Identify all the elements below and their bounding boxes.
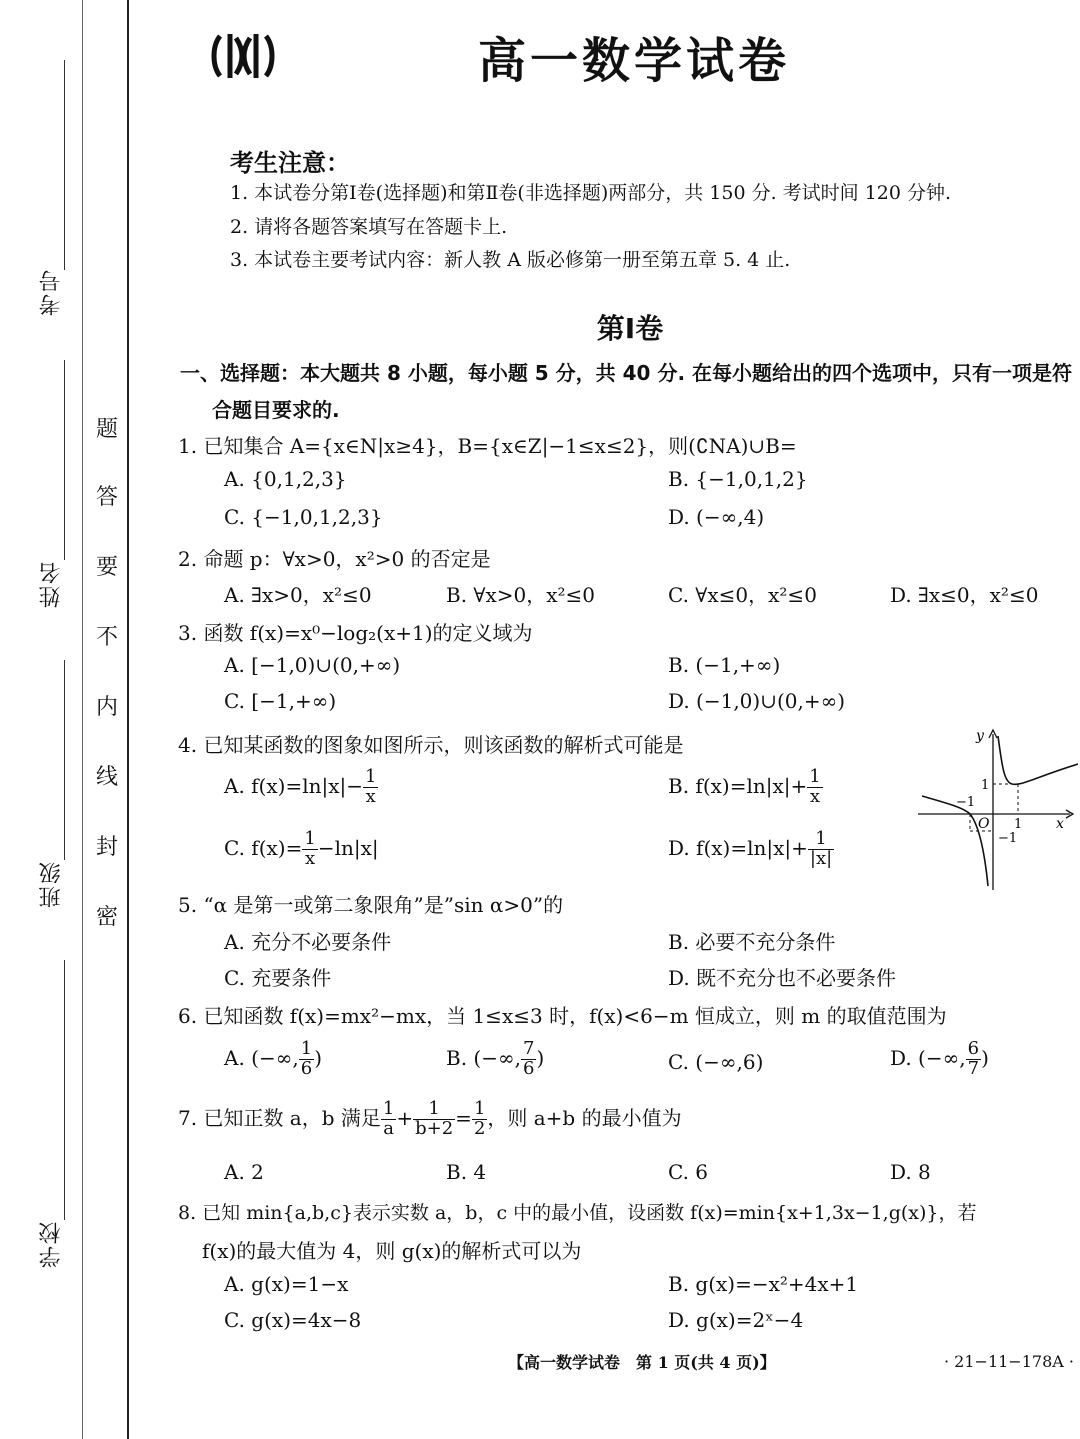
numerator: 7	[523, 1038, 535, 1059]
option-text: )	[536, 1045, 545, 1070]
tick-x-1: 1	[1014, 817, 1023, 832]
question-stem: 8. 已知 min{a,b,c}表示实数 a，b，c 中的最小值，设函数 f(x)=min{x+1,3x−1,g(x)}，若	[178, 1202, 977, 1224]
option-b	[668, 768, 823, 807]
fraction	[363, 768, 378, 807]
option-text: C. f(x)=	[224, 835, 303, 860]
numerator: 1	[809, 766, 821, 787]
numerator: 1	[413, 1100, 455, 1120]
option-c: C. 6	[668, 1160, 709, 1184]
numerator: 1	[382, 1098, 395, 1119]
operator: +	[396, 1105, 414, 1130]
school-blank	[64, 960, 65, 1220]
option-d: D. g(x)=2ˣ−4	[668, 1308, 804, 1332]
option-d	[890, 1040, 989, 1079]
option-b: B. ∀x>0，x²≤0	[446, 583, 596, 607]
section-instructions: 一、选择题：本大题共 8 小题，每小题 5 分，共 40 分. 在每小题给出的四个选项中，只有一项是符	[180, 361, 1073, 385]
question-stem: 2. 命题 p：∀x>0，x²>0 的否定是	[178, 547, 491, 571]
option-a: A. 2	[224, 1160, 264, 1184]
margin-thin-line	[82, 0, 83, 1439]
option-b: B. (−1,+∞)	[668, 653, 781, 677]
option-a	[224, 768, 378, 807]
denominator: b+2	[415, 1117, 454, 1139]
option-c: C. 充要条件	[224, 966, 332, 990]
option-b: B. 必要不充分条件	[668, 930, 836, 954]
question-stem-continued: f(x)的最大值为 4，则 g(x)的解析式可以为	[202, 1239, 582, 1263]
option-text: A. f(x)=ln|x|−	[224, 773, 363, 798]
tick-y-neg1: −1	[998, 831, 1018, 846]
option-c: C. g(x)=4x−8	[224, 1308, 362, 1332]
class-blank	[64, 660, 65, 860]
numerator: 1	[304, 828, 316, 849]
fraction	[299, 1040, 314, 1079]
seal-char: 要	[96, 555, 119, 580]
numerator: 1	[365, 766, 377, 787]
fraction	[807, 768, 822, 807]
name-label: 姓名	[39, 560, 64, 608]
option-a: A. [−1,0)∪(0,+∞)	[224, 653, 401, 677]
numerator: 1	[473, 1098, 486, 1119]
fraction	[381, 1100, 396, 1139]
fraction	[521, 1040, 536, 1079]
option-c	[668, 1050, 763, 1074]
option-a: A. {0,1,2,3}	[224, 467, 347, 491]
option-d	[668, 830, 834, 869]
option-b: B. 4	[446, 1160, 487, 1184]
option-text: )	[981, 1045, 989, 1070]
denominator: x	[365, 785, 376, 807]
option-b: B. g(x)=−x²+4x+1	[668, 1272, 859, 1296]
option-c: C. [−1,+∞)	[224, 689, 337, 713]
tick-x-neg1: −1	[956, 795, 976, 810]
question-stem	[178, 1100, 682, 1139]
option-text: B. (−∞,	[446, 1045, 521, 1070]
option-text: D. f(x)=ln|x|+	[668, 835, 808, 860]
notice-heading: 考生注意：	[230, 149, 350, 177]
option-d: D. 8	[890, 1160, 931, 1184]
fraction	[808, 830, 834, 869]
denominator: |x|	[809, 847, 833, 869]
numerator: 1	[300, 1038, 313, 1059]
question-stem: 4. 已知某函数的图象如图所示，则该函数的解析式可能是	[178, 733, 684, 757]
school-label: 学校	[39, 1220, 64, 1268]
notice-item: 1. 本试卷分第Ⅰ卷(选择题)和第Ⅱ卷(非选择题)两部分，共 150 分. 考试时间 120 分钟.	[230, 182, 952, 204]
origin-label: O	[978, 816, 990, 832]
left-branch-curve	[922, 796, 988, 886]
notice-item: 3. 本试卷主要考试内容：新人教 A 版必修第一册至第五章 5. 4 止.	[230, 249, 791, 271]
x-label: x	[1056, 816, 1064, 832]
option-d: D. ∃x≤0，x²≤0	[890, 583, 1039, 607]
option-text: B. f(x)=ln|x|+	[668, 773, 808, 798]
option-c: C. ∀x≤0，x²≤0	[668, 583, 817, 607]
option-a	[224, 1040, 322, 1079]
y-label: y	[976, 728, 984, 744]
fraction	[302, 830, 317, 869]
seal-char: 密	[96, 905, 119, 930]
tick-y-1: 1	[981, 778, 990, 793]
seal-char: 题	[96, 417, 119, 442]
numerator: 6	[967, 1038, 980, 1059]
section-instructions: 合题目要求的.	[212, 398, 340, 422]
option-b: B. {−1,0,1,2}	[668, 467, 808, 491]
option-text: A. (−∞,	[224, 1045, 299, 1070]
fraction	[472, 1100, 487, 1139]
denominator: 6	[523, 1057, 535, 1079]
seal-char: 内	[96, 695, 119, 720]
option-c: C. {−1,0,1,2,3}	[224, 505, 383, 529]
question-stem: 3. 函数 f(x)=x⁰−log₂(x+1)的定义域为	[178, 621, 533, 645]
option-d: D. 既不充分也不必要条件	[668, 966, 897, 990]
seal-char: 封	[96, 835, 119, 860]
option-a: A. g(x)=1−x	[224, 1272, 349, 1296]
option-a: A. ∃x>0，x²≤0	[224, 583, 372, 607]
volume-title: 第Ⅰ卷	[596, 312, 664, 345]
question-stem: 5. “α 是第一或第二象限角”是”sin α>0”的	[178, 893, 564, 917]
notice-item: 2. 请将各题答案填写在答题卡上.	[230, 216, 508, 238]
operator: =	[455, 1105, 472, 1130]
question-stem: 1. 已知集合 A={x∈N|x≥4}，B={x∈Z|−1≤x≤2}，则(∁NA)∪B=	[178, 434, 797, 458]
question-stem: 6. 已知函数 f(x)=mx²−mx，当 1≤x≤3 时，f(x)<6−m 恒成立，则 m 的取值范围为	[178, 1004, 947, 1028]
seal-char: 不	[96, 625, 119, 650]
page-footer: 【高一数学试卷 第 1 页(共 4 页)】	[508, 1353, 776, 1372]
denominator: 2	[473, 1117, 486, 1139]
denominator: x	[809, 785, 821, 807]
fraction	[966, 1040, 981, 1079]
margin-border-line	[127, 0, 129, 1439]
paper-code: · 21−11−178A ·	[944, 1352, 1074, 1371]
denominator: x	[305, 847, 316, 869]
name-blank	[64, 360, 65, 560]
denominator: a	[383, 1117, 394, 1139]
option-text: −ln|x|	[317, 835, 379, 860]
option-text: D. (−∞,	[890, 1045, 966, 1070]
option-c	[224, 830, 379, 869]
option-text: )	[314, 1045, 323, 1070]
function-graph	[918, 726, 1078, 892]
numerator: 1	[808, 830, 834, 850]
right-branch-curve	[998, 736, 1078, 784]
seal-char: 答	[96, 485, 119, 510]
option-a: A. 充分不必要条件	[224, 930, 392, 954]
stem-text: 7. 已知正数 a，b 满足	[178, 1105, 381, 1130]
exam-number-blank	[64, 60, 65, 270]
option-text: C. (−∞,6)	[668, 1050, 764, 1074]
exam-title: 高一数学试卷	[478, 33, 791, 89]
option-d: D. (−∞,4)	[668, 505, 765, 529]
publisher-logo-icon	[210, 30, 276, 82]
option-b	[446, 1040, 544, 1079]
seal-char: 线	[96, 765, 119, 790]
denominator: 7	[967, 1057, 980, 1079]
denominator: 6	[300, 1057, 313, 1079]
stem-text: ，则 a+b 的最小值为	[487, 1105, 682, 1130]
exam-number-label: 考号	[39, 268, 64, 316]
fraction	[413, 1100, 455, 1139]
option-d: D. (−1,0)∪(0,+∞)	[668, 689, 846, 713]
class-label: 班级	[39, 860, 64, 908]
